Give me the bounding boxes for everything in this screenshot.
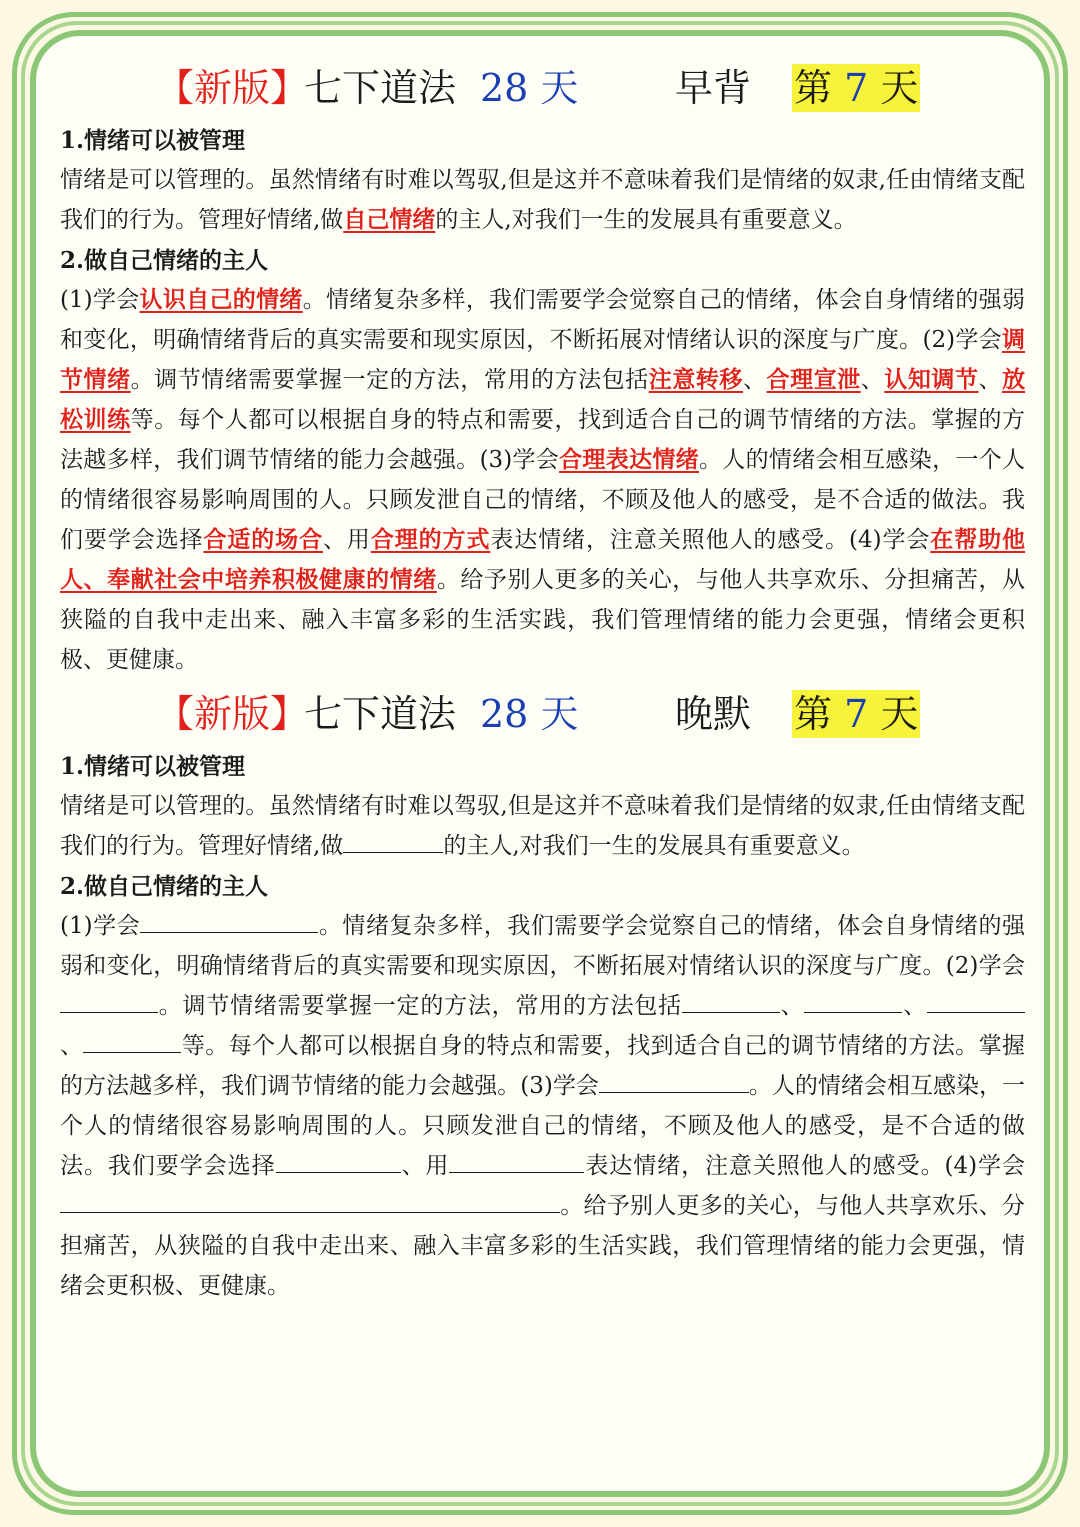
title-days: 28 天 bbox=[480, 692, 579, 736]
keyword: 合理宣泄 bbox=[766, 366, 861, 393]
fill-blank[interactable] bbox=[343, 828, 443, 853]
fill-blank[interactable] bbox=[60, 988, 158, 1013]
paragraph: (1)学会 。情绪复杂多样，我们需要学会觉察自己的情绪，体会自身情绪的强弱和变化，明确情绪背后的真实需要和现实原因，不断拓展对情绪认识的深度与广度。(2)学会。调节情绪需要掌握一定的方法，常用的方法包括 、 、、 等。每个人都可以根据自身的特点和需要，找到适合自己的调节情绪的方法。掌握的方法越多样，我们调节情绪的能力会越强。(3)学会 。人的情绪会相互感染，一个人的情绪很容易影响周围的人。只顾发泄自己的情绪，不顾及他人的感受，是不合适的做法。我们要学会选择 、用 表达情绪，注意关照他人的感受。(4)学会。给予别人更多的关心，与他人共享欢乐、分担痛苦，从狭隘的自我中走出来、融入丰富多彩的生活实践，我们管理情绪的能力会更强，情绪会更积极、更健康。 bbox=[60, 906, 1025, 1306]
fill-blank[interactable] bbox=[682, 988, 780, 1013]
day-badge: 第 7 天 bbox=[794, 692, 919, 736]
keyword: 合理表达情绪 bbox=[559, 446, 699, 473]
section-heading: 2.做自己情绪的主人 bbox=[60, 247, 269, 274]
section-heading: 2.做自己情绪的主人 bbox=[60, 873, 269, 900]
morning-title bbox=[60, 56, 1025, 120]
keyword: 在帮助他人、奉献社会中培养积极健康的情绪 bbox=[60, 526, 1026, 593]
keyword: 自己情绪 bbox=[343, 206, 436, 233]
title-edition: 【新版】 bbox=[156, 692, 309, 736]
fill-blank[interactable] bbox=[599, 1068, 749, 1093]
fill-blank[interactable] bbox=[83, 1028, 181, 1053]
paragraph: (1)学会认识自己的情绪。情绪复杂多样，我们需要学会觉察自己的情绪，体会自身情绪的强弱和变化，明确情绪背后的真实需要和现实原因，不断拓展对情绪认识的深度与广度。(2)学会调节情绪。调节情绪需要掌握一定的方法，常用的方法包括注意转移、合理宣泄、认知调节、放松训练等。每个人都可以根据自身的特点和需要，找到适合自己的调节情绪的方法。掌握的方法越多样，我们调节情绪的能力会越强。(3)学会合理表达情绪。人的情绪会相互感染，一个人的情绪很容易影响周围的人。只顾发泄自己的情绪，不顾及他人的感受，是不合适的做法。我们要学会选择合适的场合、用合理的方式表达情绪，注意关照他人的感受。(4)学会在帮助他人、奉献社会中培养积极健康的情绪。给予别人更多的关心，与他人共享欢乐、分担痛苦，从狭隘的自我中走出来、融入丰富多彩的生活实践，我们管理情绪的能力会更强，情绪会更积极、更健康。 bbox=[60, 286, 1026, 673]
fill-blank[interactable] bbox=[140, 908, 318, 933]
evening-title bbox=[60, 682, 1025, 746]
keyword: 注意转移 bbox=[648, 366, 743, 393]
paragraph: 情绪是可以管理的。虽然情绪有时难以驾驭,但是这并不意味着我们是情绪的奴隶,任由情绪支配我们的行为。管理好情绪,做自己情绪的主人,对我们一生的发展具有重要意义。 bbox=[60, 167, 1025, 233]
section-heading: 1.情绪可以被管理 bbox=[60, 127, 246, 154]
fill-blank[interactable] bbox=[449, 1148, 584, 1173]
fill-blank[interactable] bbox=[927, 988, 1025, 1013]
worksheet bbox=[60, 56, 1025, 1306]
keyword: 认知调节 bbox=[884, 366, 979, 393]
fill-blank[interactable] bbox=[276, 1148, 401, 1173]
keyword: 认识自己的情绪 bbox=[139, 286, 303, 313]
keyword: 合理的方式 bbox=[370, 526, 491, 553]
fill-blank[interactable] bbox=[60, 1188, 560, 1213]
day-badge: 第 7 天 bbox=[794, 66, 919, 110]
title-kind: 早背 bbox=[675, 66, 752, 110]
title-kind: 晚默 bbox=[675, 692, 752, 736]
keyword: 调节情绪 bbox=[60, 326, 1025, 393]
title-subject: 七下道法 bbox=[304, 692, 457, 736]
keyword: 放松训练 bbox=[60, 366, 1026, 433]
title-subject: 七下道法 bbox=[304, 66, 457, 110]
section-heading: 1.情绪可以被管理 bbox=[60, 753, 246, 780]
fill-blank[interactable] bbox=[804, 988, 902, 1013]
paragraph: 情绪是可以管理的。虽然情绪有时难以驾驭,但是这并不意味着我们是情绪的奴隶,任由情绪支配我们的行为。管理好情绪,做 的主人,对我们一生的发展具有重要意义。 bbox=[60, 793, 1025, 859]
title-edition: 【新版】 bbox=[156, 66, 309, 110]
title-days: 28 天 bbox=[480, 66, 579, 110]
keyword: 合适的场合 bbox=[203, 526, 323, 553]
